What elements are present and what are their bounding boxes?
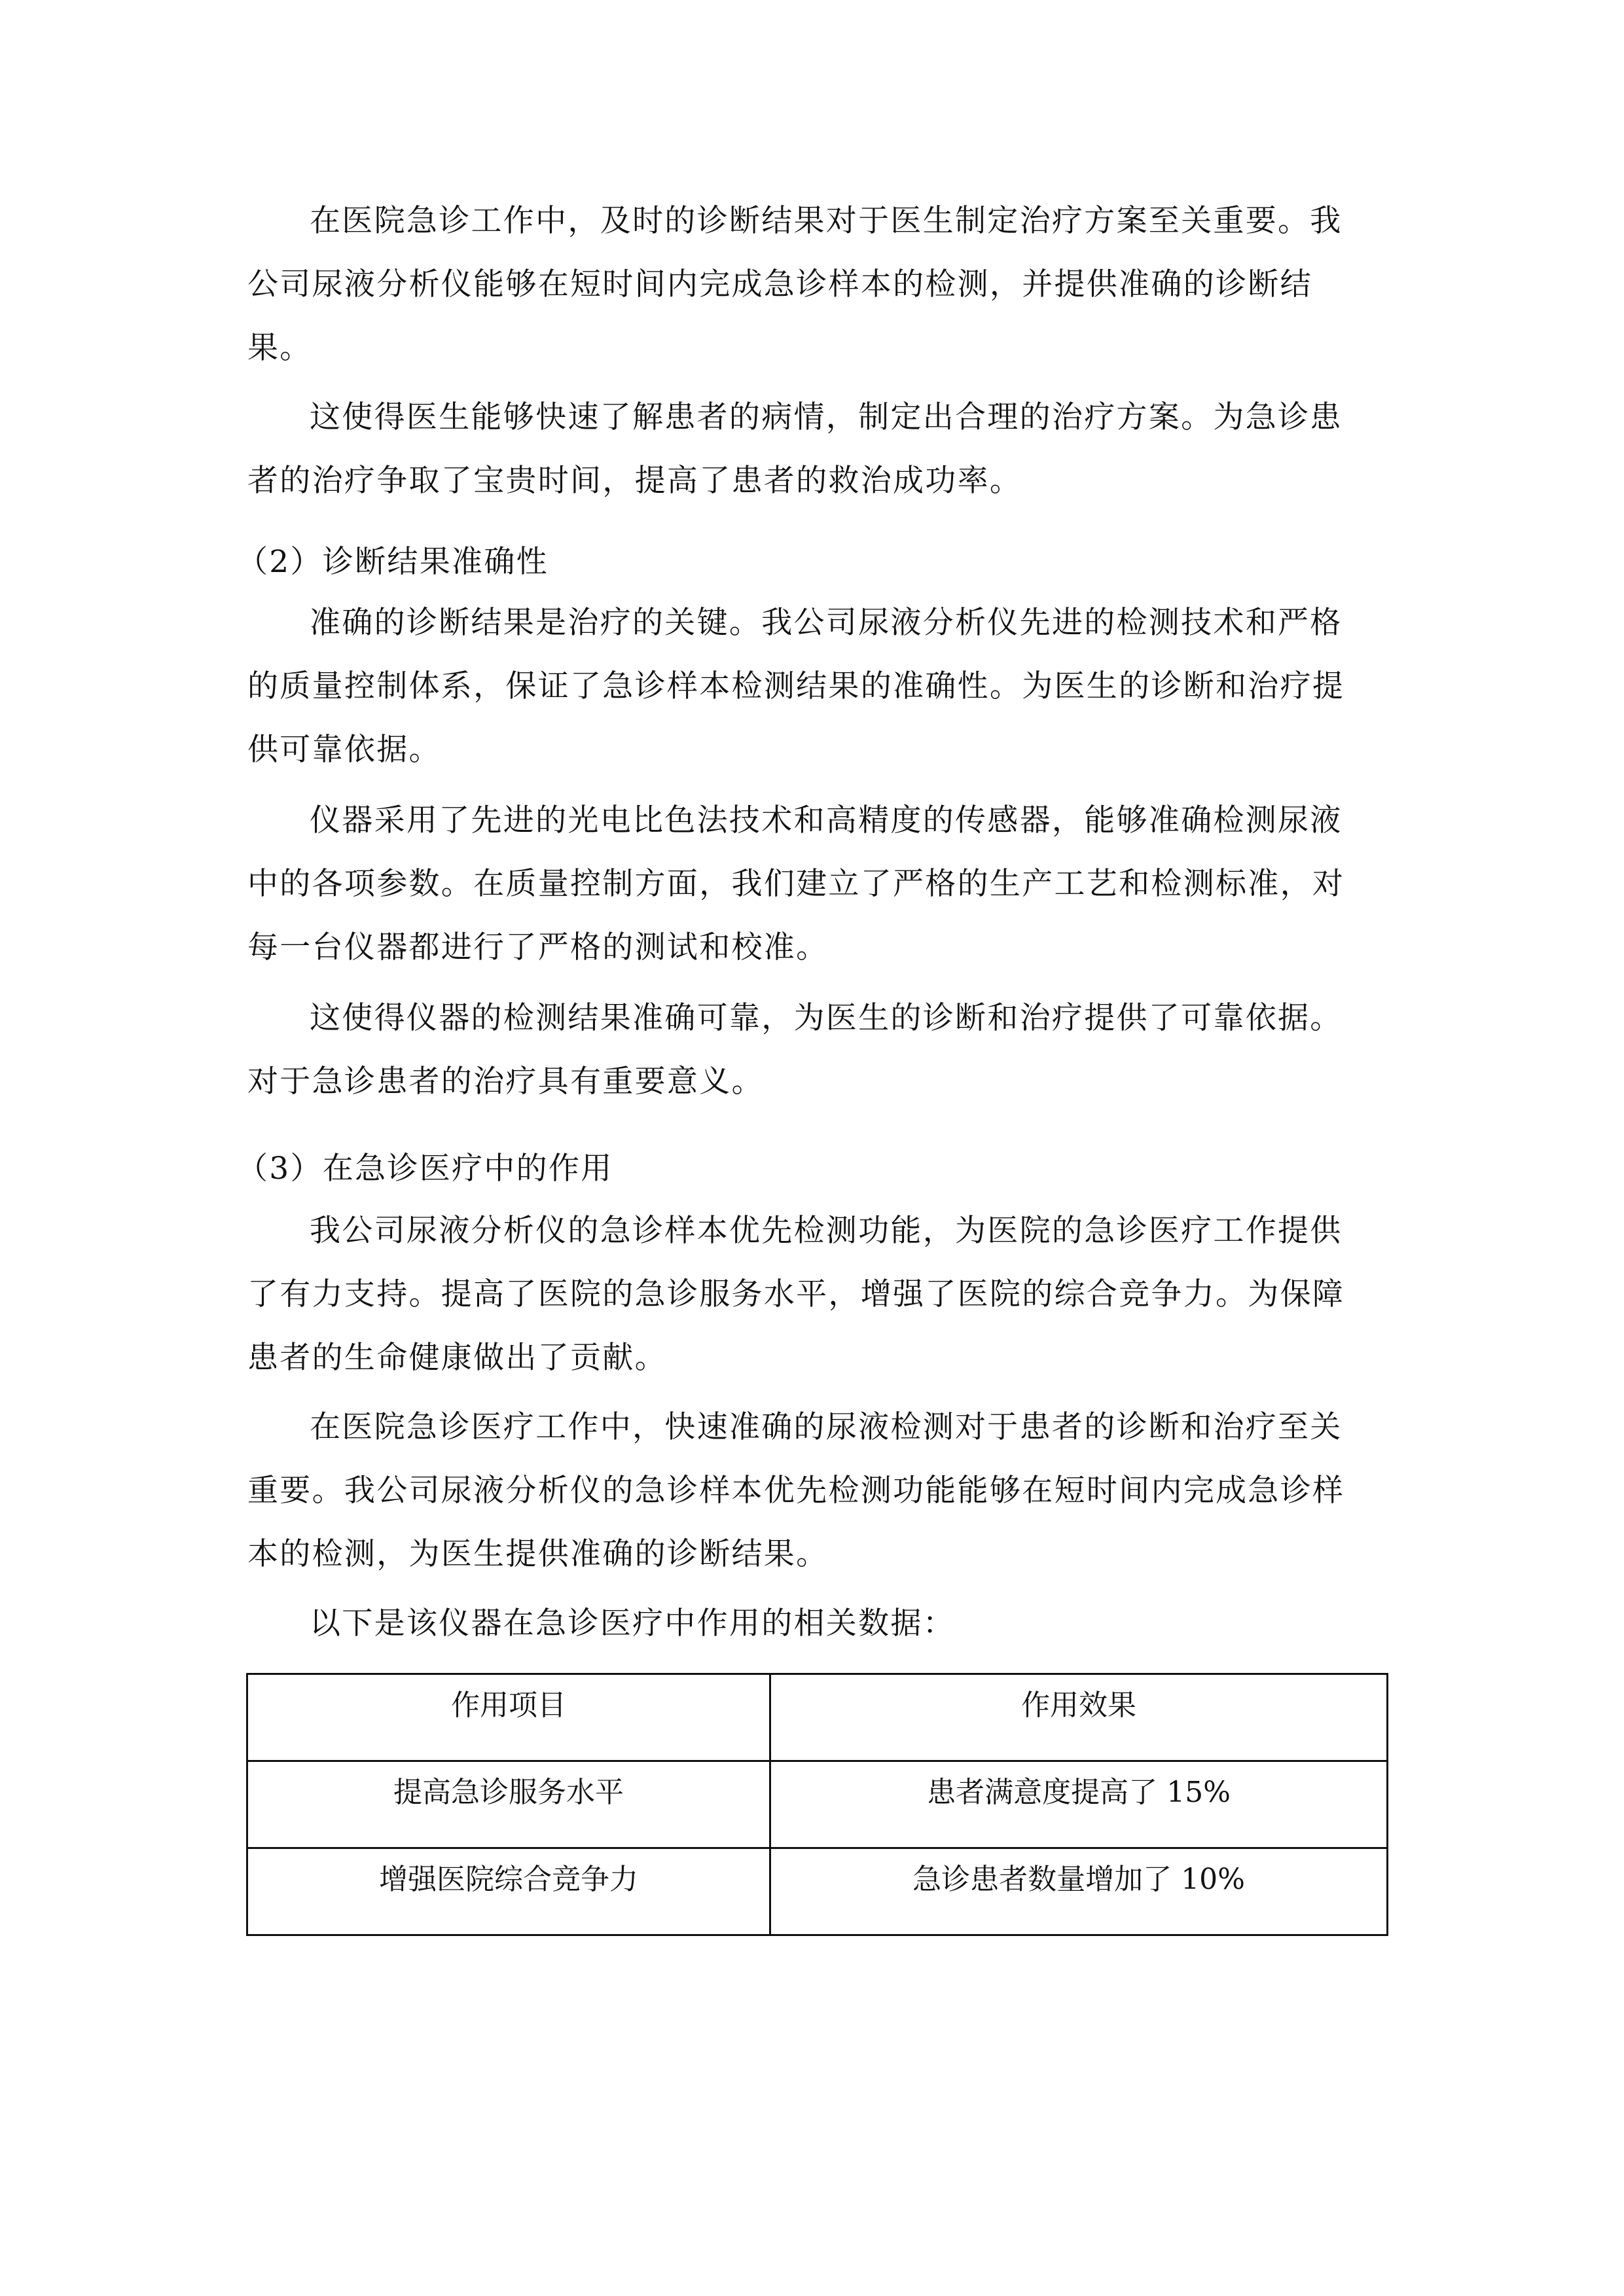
paragraph-3-line-2: 的质量控制体系，保证了急诊样本检测结果的准确性。为医生的诊断和治疗提 (247, 668, 1345, 704)
paragraph-4-line-1: 仪器采用了先进的光电比色法技术和高精度的传感器，能够准确检测尿液 (310, 802, 1343, 838)
paragraph-8-line-1: 以下是该仪器在急诊医疗中作用的相关数据： (310, 1605, 955, 1641)
table-cell-item: 提高急诊服务水平 (247, 1761, 770, 1848)
section-heading-2: （2）诊断结果准确性 (237, 544, 549, 580)
table-cell-effect: 急诊患者数量增加了 10% (770, 1848, 1388, 1935)
paragraph-5-line-1: 这使得仪器的检测结果准确可靠，为医生的诊断和治疗提供了可靠依据。 (310, 1000, 1343, 1036)
paragraph-2-line-1: 这使得医生能够快速了解患者的病情，制定出合理的治疗方案。为急诊患 (310, 399, 1343, 435)
paragraph-4-line-2: 中的各项参数。在质量控制方面，我们建立了严格的生产工艺和检测标准，对 (247, 866, 1345, 902)
table-header-effect: 作用效果 (770, 1674, 1388, 1761)
paragraph-7-line-2: 重要。我公司尿液分析仪的急诊样本优先检测功能能够在短时间内完成急诊样 (247, 1473, 1345, 1509)
paragraph-2-line-2: 者的治疗争取了宝贵时间，提高了患者的救治成功率。 (247, 463, 1022, 499)
paragraph-3-line-1: 准确的诊断结果是治疗的关键。我公司尿液分析仪先进的检测技术和严格 (310, 605, 1343, 641)
paragraph-4-line-3: 每一台仪器都进行了严格的测试和校准。 (247, 929, 829, 965)
table-header-item: 作用项目 (247, 1674, 770, 1761)
paragraph-5-line-2: 对于急诊患者的治疗具有重要意义。 (247, 1064, 764, 1100)
table-cell-effect: 患者满意度提高了 15% (770, 1761, 1388, 1848)
section-heading-3: （3）在急诊医疗中的作用 (237, 1151, 613, 1187)
table-row (247, 1848, 1388, 1935)
paragraph-6-line-3: 患者的生命健康做出了贡献。 (247, 1340, 667, 1376)
table-row (247, 1761, 1388, 1848)
paragraph-1-line-3: 果。 (247, 330, 312, 366)
paragraph-1-line-1: 在医院急诊工作中，及时的诊断结果对于医生制定治疗方案至关重要。我 (310, 203, 1343, 239)
effects-table (246, 1673, 1388, 1936)
paragraph-7-line-1: 在医院急诊医疗工作中，快速准确的尿液检测对于患者的诊断和治疗至关 (310, 1409, 1343, 1445)
paragraph-6-line-2: 了有力支持。提高了医院的急诊服务水平，增强了医院的综合竞争力。为保障 (247, 1276, 1345, 1312)
table-header-row (247, 1674, 1388, 1761)
paragraph-3-line-3: 供可靠依据。 (247, 732, 441, 768)
table-cell-item: 增强医院综合竞争力 (247, 1848, 770, 1935)
paragraph-7-line-3: 本的检测，为医生提供准确的诊断结果。 (247, 1536, 829, 1572)
paragraph-1-line-2: 公司尿液分析仪能够在短时间内完成急诊样本的检测，并提供准确的诊断结 (247, 266, 1312, 302)
paragraph-6-line-1: 我公司尿液分析仪的急诊样本优先检测功能，为医院的急诊医疗工作提供 (310, 1213, 1343, 1249)
